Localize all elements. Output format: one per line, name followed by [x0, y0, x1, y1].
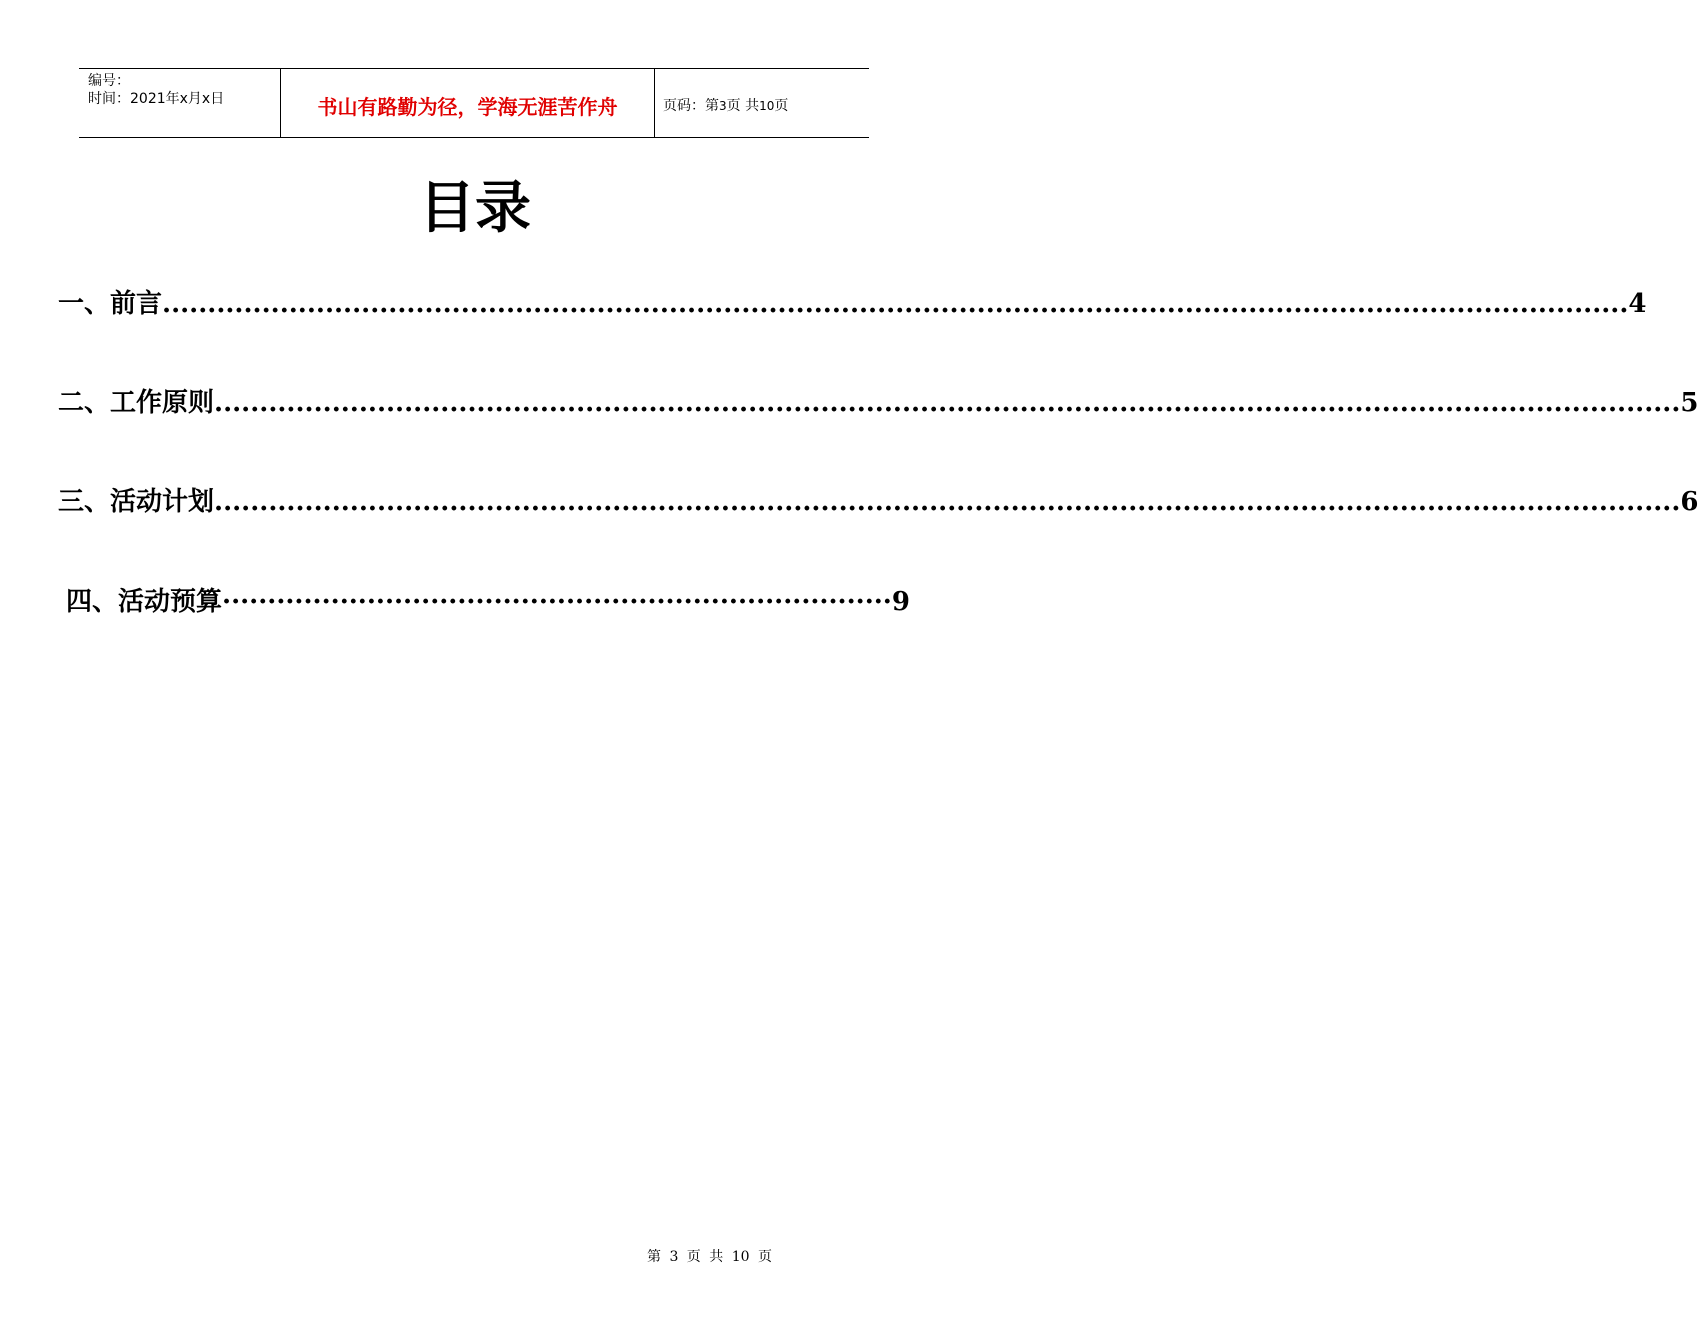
- header-right-cell: [654, 69, 869, 137]
- toc-page-number: 5: [1680, 388, 1699, 418]
- page-header: [79, 68, 869, 138]
- toc-page-number: 6: [1680, 487, 1699, 517]
- page-suffix: 页: [774, 98, 789, 114]
- page-info: [663, 95, 788, 115]
- toc-entry[interactable]: [66, 581, 910, 618]
- toc-leader-dots: ..................................................................................................................................................................: [214, 388, 1681, 418]
- toc-page-number: 4: [1628, 289, 1647, 319]
- page-footer: 第 3 页 共 10 页: [647, 1249, 772, 1265]
- toc-page-number: 9: [891, 587, 910, 617]
- page-mid: 页 共: [726, 98, 760, 114]
- page-current: 3: [719, 99, 727, 113]
- toc-entry[interactable]: [58, 382, 1699, 419]
- toc-leader-dots: ..................................................................................................................................................................: [214, 487, 1681, 517]
- page-total: 10: [759, 99, 775, 113]
- toc-entry[interactable]: [58, 283, 1647, 320]
- toc-entry[interactable]: [58, 481, 1699, 518]
- toc-label: 三、活动计划: [58, 487, 215, 517]
- header-left-cell: [79, 69, 280, 137]
- number-label: 编号：: [88, 73, 130, 89]
- motto-text: 书山有路勤为径，学海无涯苦作舟: [317, 95, 618, 119]
- toc-leader-dots: ··········································································: [222, 587, 892, 617]
- time-label: 时间：2021年x月x日: [88, 91, 225, 107]
- toc-label: 二、工作原则: [58, 388, 215, 418]
- header-middle-cell: [280, 69, 655, 137]
- toc-label: 四、活动预算: [66, 587, 223, 617]
- toc-label: 一、前言: [58, 289, 163, 319]
- page-title: 目录: [419, 175, 531, 241]
- toc-leader-dots: ..................................................................................................................................................................: [162, 289, 1629, 319]
- page-prefix: 页码：第: [663, 98, 719, 114]
